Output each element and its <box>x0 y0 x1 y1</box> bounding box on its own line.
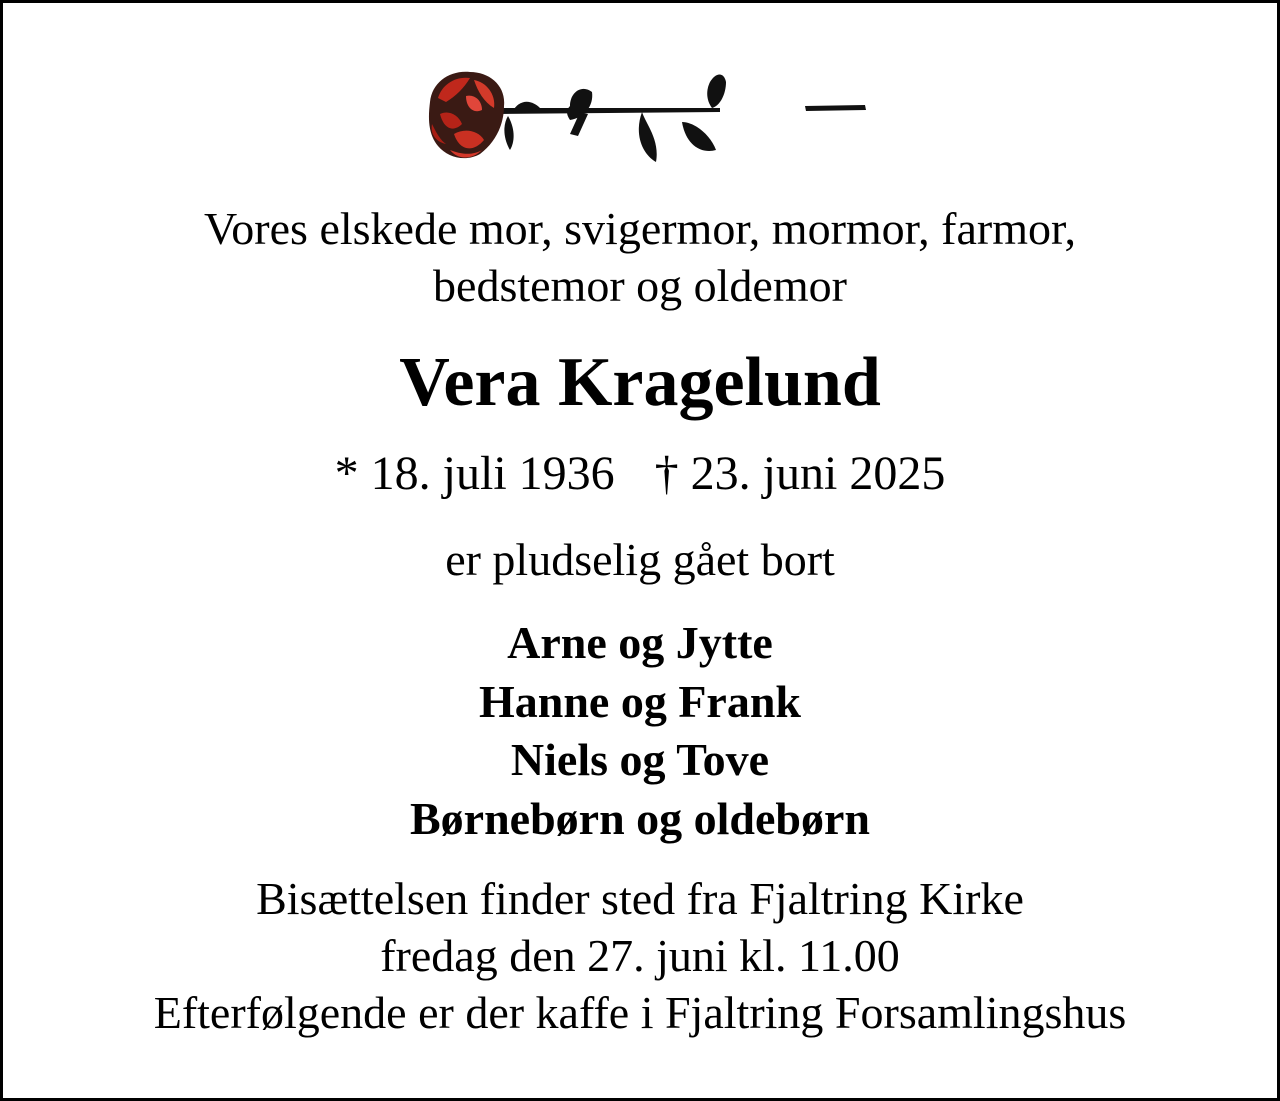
family-member: Arne og Jytte <box>507 617 773 668</box>
intro-line-2: bedstemor og oldemor <box>433 260 847 311</box>
rose-icon <box>420 62 870 166</box>
family-list <box>0 614 1280 848</box>
life-dates <box>0 446 1280 502</box>
passing-message: er pludselig gået bort <box>445 534 835 585</box>
intro-text <box>0 200 1280 314</box>
funeral-line-2: fredag den 27. juni kl. 11.00 <box>380 930 900 981</box>
intro-line-1: Vores elskede mor, svigermor, mormor, farmor, <box>204 203 1076 254</box>
family-member: Hanne og Frank <box>478 675 802 727</box>
deceased-name: Vera Kragelund <box>399 344 881 421</box>
death-date: † 23. juni 2025 <box>654 447 946 500</box>
family-member: Børnebørn og oldebørn <box>409 792 871 844</box>
funeral-line-3: Efterfølgende er der kaffe i Fjaltring Forsamlingshus <box>153 987 1127 1038</box>
birth-date: * 18. juli 1936 <box>334 447 615 500</box>
family-member: Niels og Tove <box>510 734 770 785</box>
funeral-line-1: Bisættelsen finder sted fra Fjaltring Kirke <box>256 873 1024 924</box>
funeral-details <box>0 870 1280 1041</box>
